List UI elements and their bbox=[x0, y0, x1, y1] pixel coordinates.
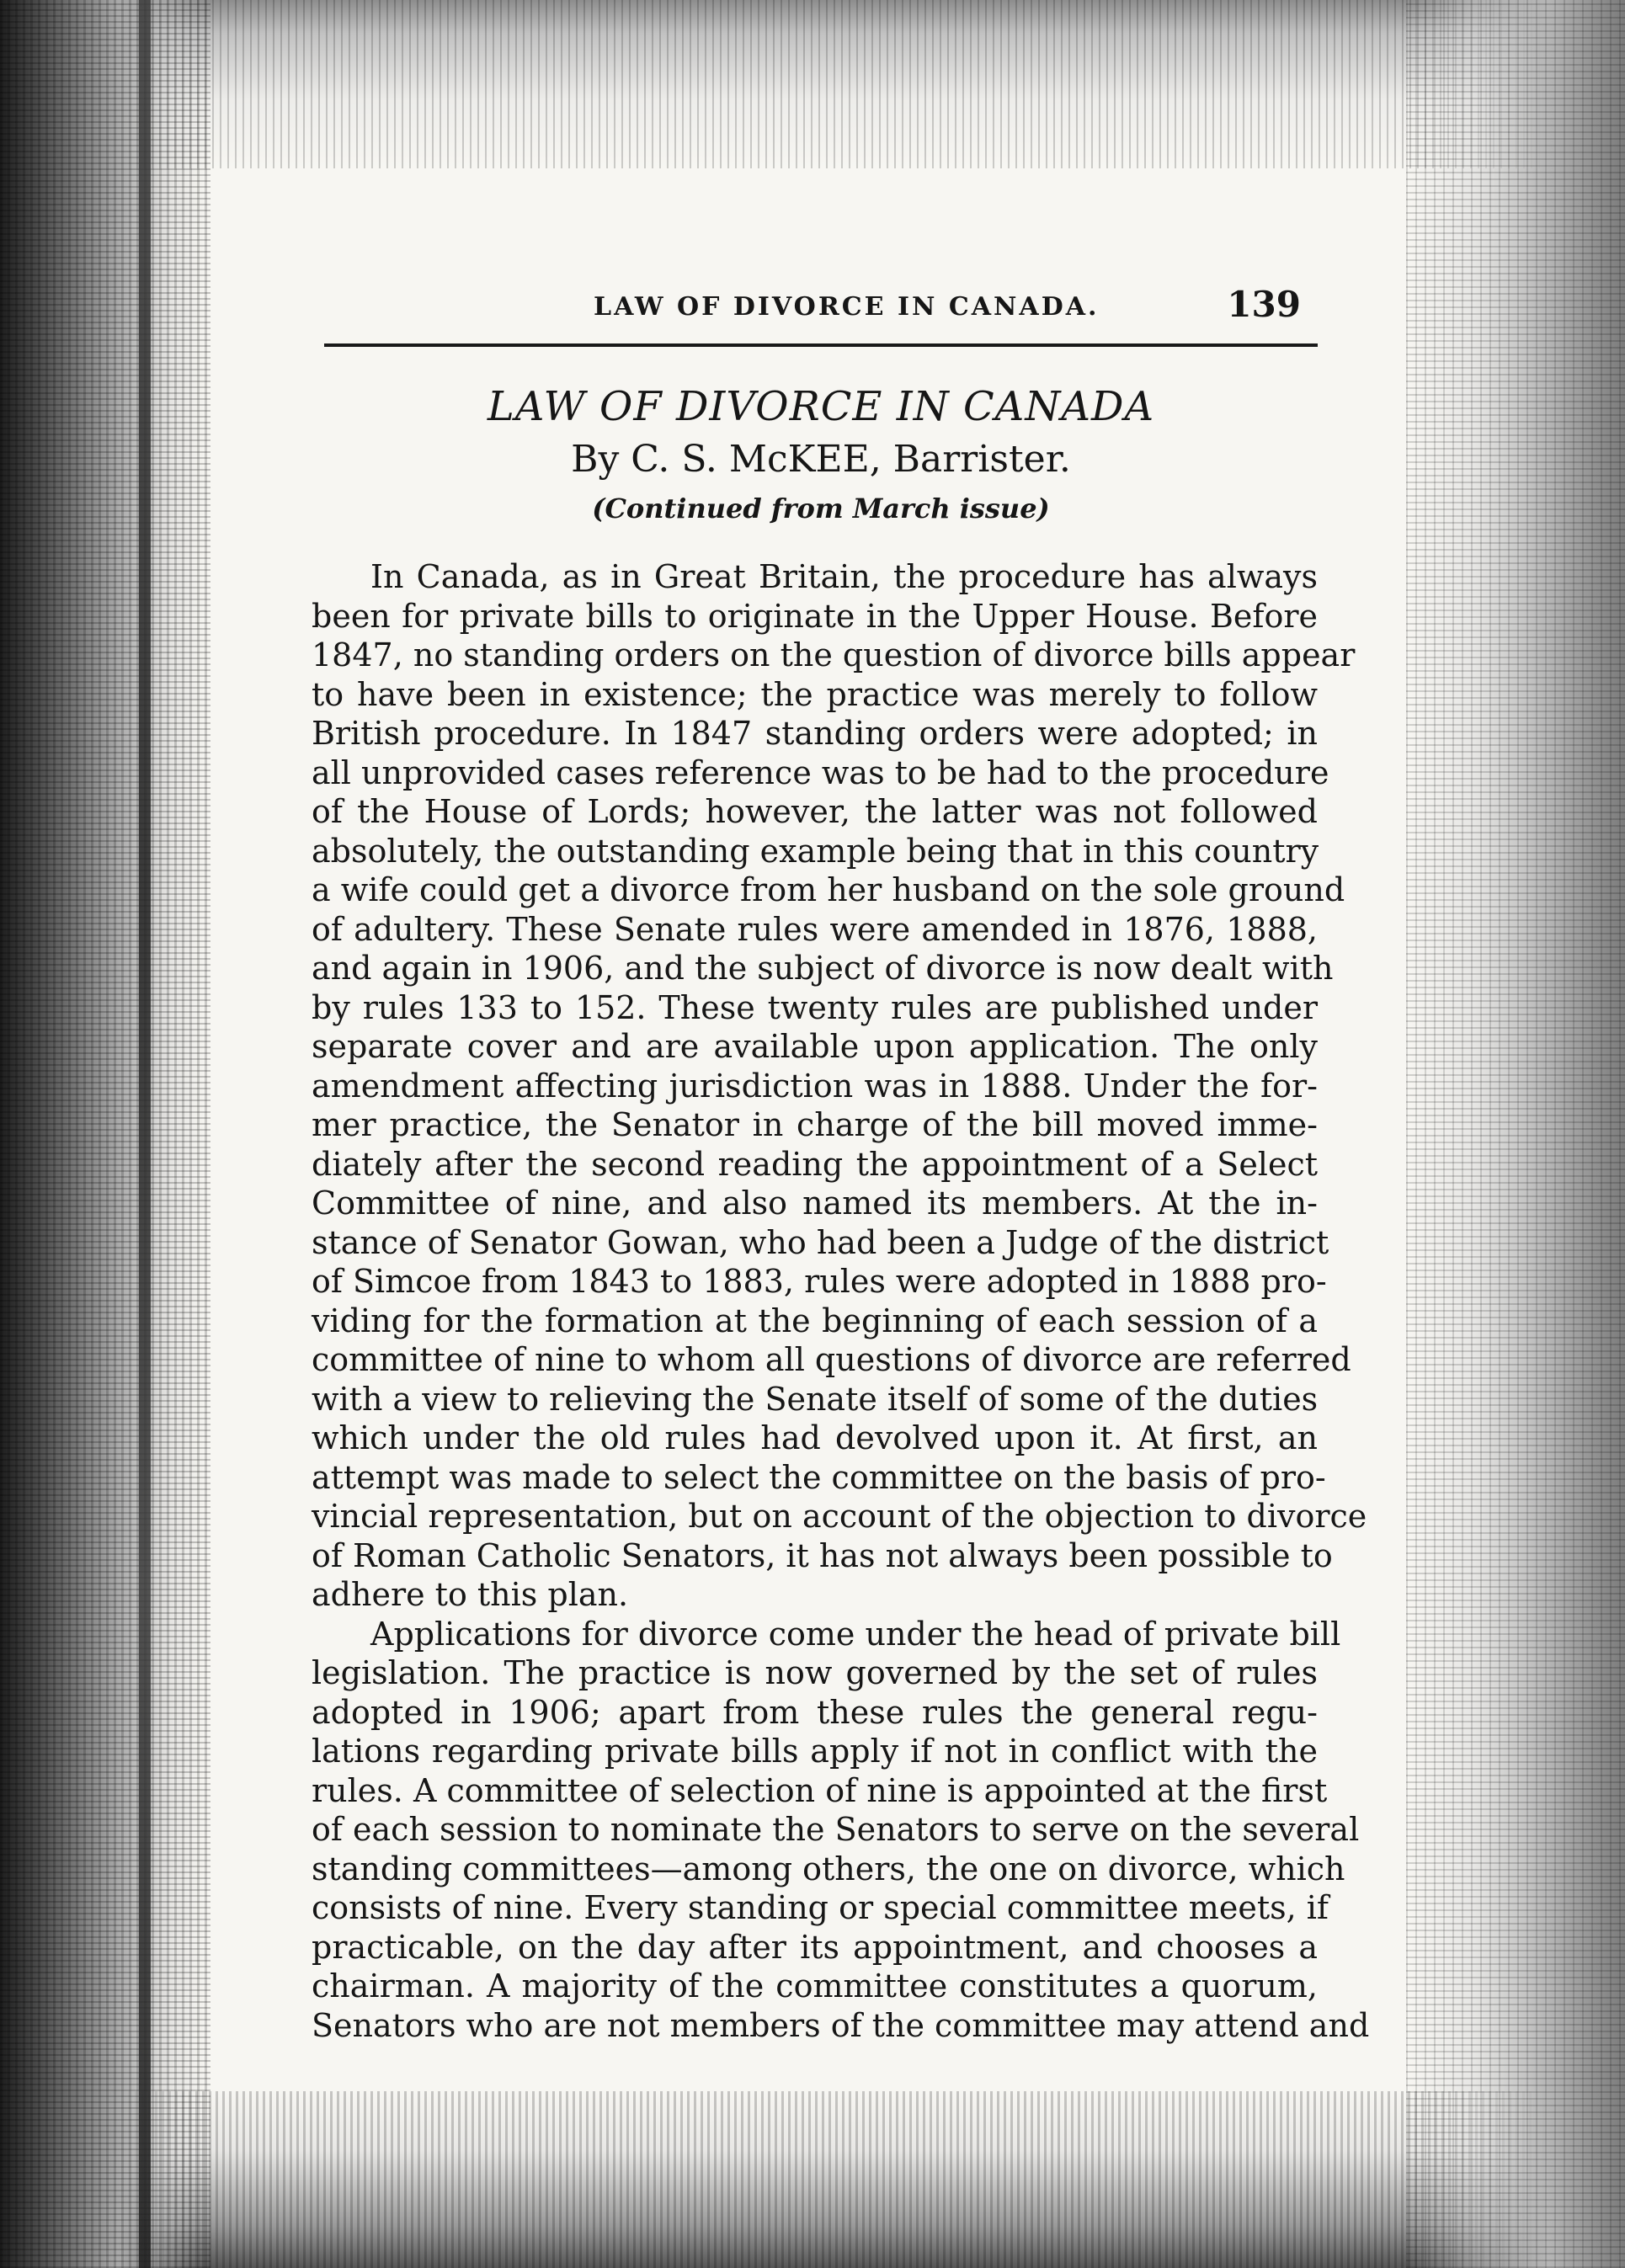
body-line: Senators who are not members of the committee may attend and bbox=[312, 2006, 1370, 2044]
body-line: rules. A committee of selection of nine is appointed at the first bbox=[312, 1771, 1328, 1809]
body-line: committee of nine to whom all questions of divorce are referred bbox=[312, 1341, 1351, 1378]
continued-note: (Continued from March issue) bbox=[592, 492, 1050, 524]
running-head bbox=[324, 282, 1318, 341]
body-line: and again in 1906, and the subject of divorce is now dealt with bbox=[312, 950, 1334, 987]
body-line: of Simcoe from 1843 to 1883, rules were adopted in 1888 pro- bbox=[312, 1263, 1327, 1300]
body-line: vincial representation, but on account of the objection to divorce bbox=[312, 1498, 1367, 1535]
body-line: attempt was made to select the committee on the basis of pro- bbox=[312, 1458, 1326, 1496]
page-number: 139 bbox=[1227, 284, 1301, 325]
body-line: practicable, on the day after its appointment, and chooses a bbox=[312, 1928, 1318, 1966]
running-head-title: LAW OF DIVORCE IN CANADA. bbox=[594, 292, 1100, 322]
body-line: of each session to nominate the Senators to serve on the several bbox=[312, 1811, 1360, 1848]
article-title: LAW OF DIVORCE IN CANADA bbox=[487, 383, 1155, 430]
body-line: of the House of Lords; however, the latter was not followed bbox=[312, 793, 1318, 830]
body-line: stance of Senator Gowan, who had been a Judge of the district bbox=[312, 1223, 1329, 1261]
body-line: chairman. A majority of the committee constitutes a quorum, bbox=[312, 1967, 1318, 2004]
body-line: standing committees—among others, the one on divorce, which bbox=[312, 1850, 1345, 1887]
body-line: all unprovided cases reference was to be had to the procedure bbox=[312, 753, 1329, 791]
body-line: diately after the second reading the appointment of a Select bbox=[312, 1145, 1318, 1183]
body-line: In Canada, as in Great Britain, the procedure has always bbox=[370, 558, 1318, 595]
body-line: Committee of nine, and also named its members. At the in- bbox=[312, 1185, 1318, 1222]
article-body bbox=[312, 557, 1370, 2045]
byline: By C. S. McKEE, Barrister. bbox=[571, 438, 1071, 481]
body-line: British procedure. In 1847 standing orders were adopted; in bbox=[312, 715, 1318, 752]
body-line: amendment affecting jurisdiction was in 1888. Under the for- bbox=[312, 1067, 1318, 1105]
body-line: 1847, no standing orders on the question of divorce bills appear bbox=[312, 636, 1356, 673]
body-line: consists of nine. Every standing or special committee meets, if bbox=[312, 1889, 1329, 1926]
header-rule bbox=[324, 343, 1318, 347]
body-line: viding for the formation at the beginning of each session of a bbox=[312, 1302, 1318, 1339]
body-line: of Roman Catholic Senators, it has not always been possible to bbox=[312, 1536, 1333, 1574]
body-line: with a view to relieving the Senate itself of some of the duties bbox=[312, 1380, 1319, 1418]
body-line: adhere to this plan. bbox=[312, 1576, 629, 1613]
body-line: to have been in existence; the practice was merely to follow bbox=[312, 675, 1318, 713]
body-line: separate cover and are available upon application. The only bbox=[312, 1028, 1318, 1065]
body-line: absolutely, the outstanding example being that in this country bbox=[312, 832, 1319, 870]
body-line: Applications for divorce come under the head of private bill bbox=[370, 1615, 1341, 1653]
body-line: lations regarding private bills apply if not in conflict with the bbox=[312, 1733, 1318, 1770]
body-line: been for private bills to originate in the Upper House. Before bbox=[312, 597, 1318, 635]
body-line: legislation. The practice is now governed by the set of rules bbox=[312, 1654, 1318, 1691]
body-line: a wife could get a divorce from her husband on the sole ground bbox=[312, 871, 1345, 908]
body-line: by rules 133 to 152. These twenty rules are published under bbox=[312, 988, 1318, 1026]
body-line: which under the old rules had devolved upon it. At first, an bbox=[312, 1419, 1318, 1456]
body-line: adopted in 1906; apart from these rules the general regu- bbox=[312, 1693, 1318, 1731]
body-line: of adultery. These Senate rules were amended in 1876, 1888, bbox=[312, 910, 1318, 948]
body-line: mer practice, the Senator in charge of the bill moved imme- bbox=[312, 1106, 1318, 1143]
